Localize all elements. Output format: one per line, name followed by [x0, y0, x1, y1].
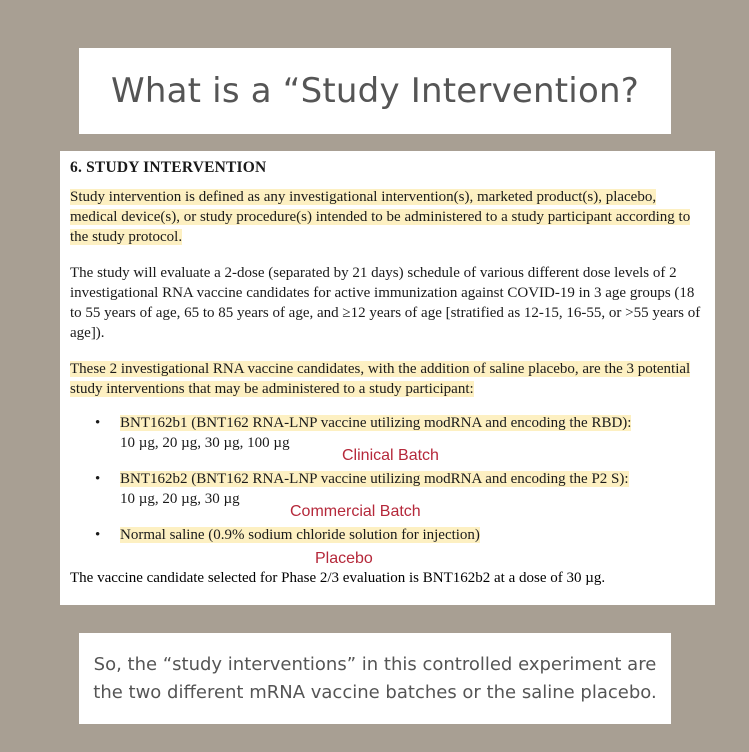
- summary-line-1: So, the “study interventions” in this controlled experiment are: [93, 653, 657, 675]
- study-description-paragraph: The study will evaluate a 2-dose (separated by 21 days) schedule of various different dose levels of 2 investigational RNA vaccine candidates for active immunization against COVID-19 in 3 age groups (18 to 55 years of age, 65 to 85 years of age, and ≥12 years of age [stratified as 12-15, 16-55, or >55 years of age]).: [70, 265, 701, 341]
- summary-card: [79, 633, 671, 724]
- summary-line-2: the two different mRNA vaccine batches or the saline placebo.: [93, 681, 657, 703]
- clinical-batch-label: Clinical Batch: [342, 447, 439, 464]
- interventions-list: [70, 413, 707, 545]
- bullet-icon: •: [95, 471, 101, 487]
- bullet-icon: •: [95, 527, 101, 543]
- page-title: What is a “Study Intervention?: [111, 71, 639, 111]
- definition-paragraph: [70, 187, 707, 247]
- bullet-icon: •: [95, 415, 101, 431]
- commercial-batch-label: Commercial Batch: [290, 503, 421, 520]
- document-excerpt: [60, 151, 715, 605]
- interventions-paragraph: [70, 359, 707, 399]
- bullet-doses: 10 µg, 20 µg, 30 µg: [120, 491, 240, 507]
- bullet-doses: 10 µg, 20 µg, 30 µg, 100 µg: [120, 435, 290, 451]
- placebo-label: Placebo: [315, 550, 373, 567]
- section-heading: 6. STUDY INTERVENTION: [70, 159, 267, 176]
- highlighted-text: Study intervention is defined as any investigational intervention(s), marketed product(s), placebo, medical device(s), or study procedure(s) intended to be administered to a study participant according to the study protocol.: [70, 189, 691, 245]
- bullet-main-text: Normal saline (0.9% sodium chloride solution for injection): [120, 527, 480, 543]
- bullet-main-text: BNT162b2 (BNT162 RNA-LNP vaccine utilizing modRNA and encoding the P2 S):: [120, 471, 629, 487]
- summary-text: [93, 651, 656, 707]
- highlighted-text: These 2 investigational RNA vaccine candidates, with the addition of saline placebo, are the 3 potential study interventions that may be administered to a study participant:: [70, 361, 691, 397]
- conclusion-sentence: The vaccine candidate selected for Phase 2/3 evaluation is BNT162b2 at a dose of 30 µg.: [70, 570, 606, 586]
- title-card: [79, 48, 671, 134]
- list-item: [70, 525, 707, 545]
- bullet-main-text: BNT162b1 (BNT162 RNA-LNP vaccine utilizing modRNA and encoding the RBD):: [120, 415, 632, 431]
